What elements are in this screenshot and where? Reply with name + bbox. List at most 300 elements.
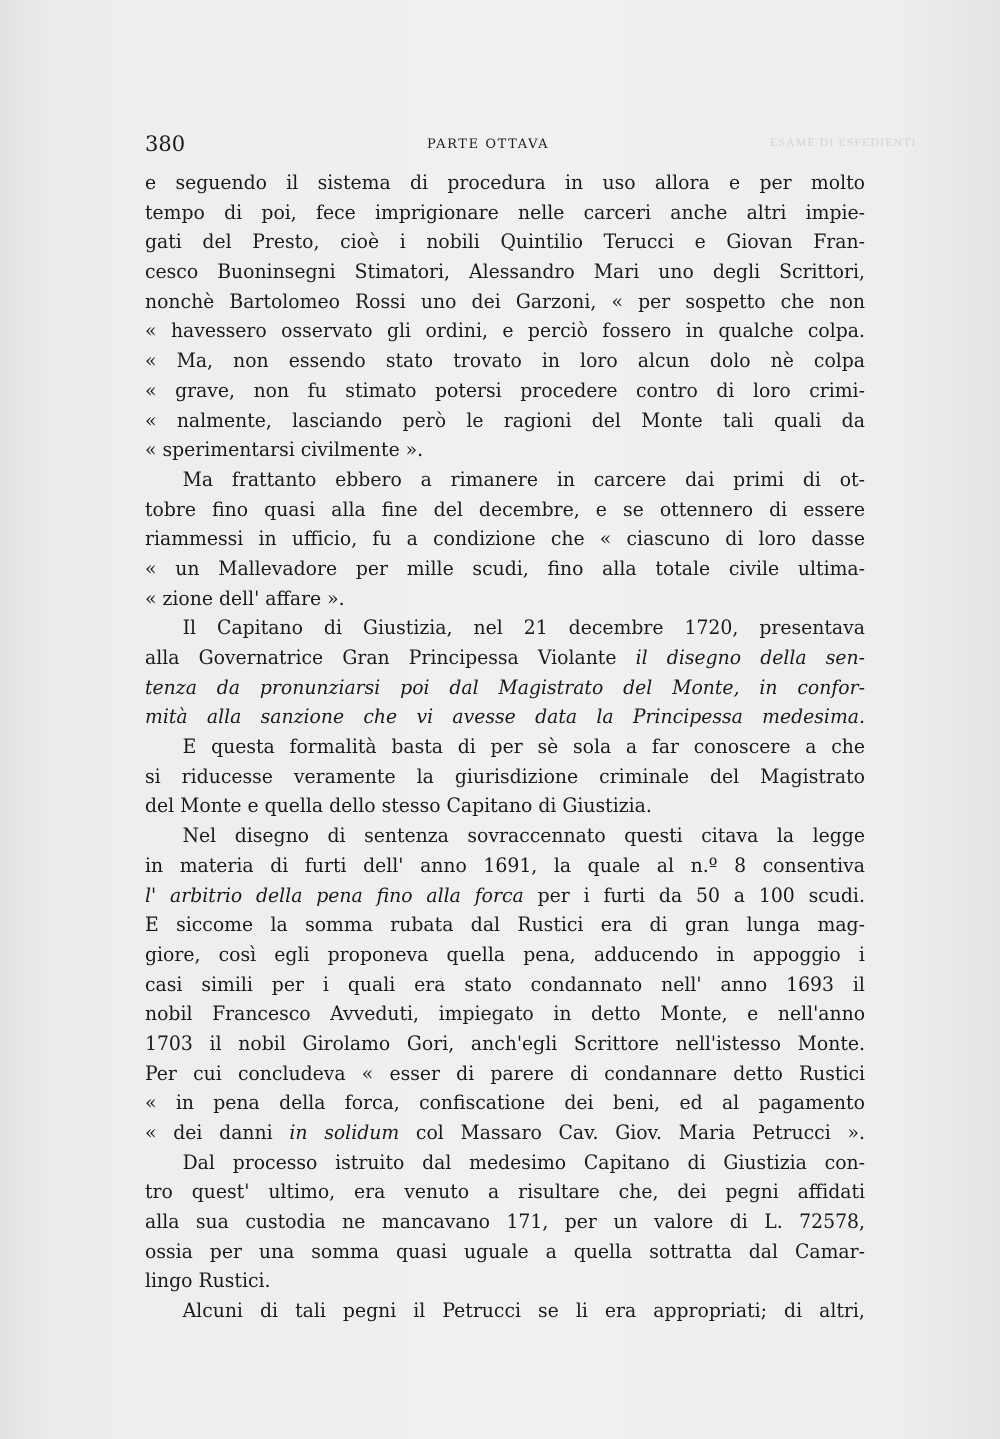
word: altri xyxy=(746,199,787,224)
page-number: 380 xyxy=(145,132,186,156)
word: appropriati; xyxy=(653,1298,768,1323)
word: del xyxy=(145,793,175,818)
word: cesco xyxy=(145,259,199,284)
word: dasse xyxy=(811,526,866,551)
word: nalmente, xyxy=(176,407,272,432)
word: colpa xyxy=(813,348,866,373)
word: medesima. xyxy=(762,704,865,729)
word: che xyxy=(550,526,585,551)
word: a xyxy=(625,734,638,759)
word: nelle xyxy=(517,199,565,224)
word: sospetto xyxy=(685,288,766,313)
text-line xyxy=(145,584,865,614)
word: « xyxy=(145,555,157,580)
word: valore xyxy=(654,1209,714,1234)
word: ragioni xyxy=(503,407,572,432)
word: somma xyxy=(311,1238,380,1263)
text-line xyxy=(145,198,865,228)
text-line xyxy=(145,881,865,911)
word: E xyxy=(145,912,159,937)
word: stato xyxy=(464,971,512,996)
word: grave, xyxy=(175,377,236,402)
word: Principessa xyxy=(632,704,743,729)
word: sovraccennato xyxy=(467,823,606,848)
text-line xyxy=(145,1207,865,1237)
word: tali xyxy=(722,407,754,432)
word: tobre xyxy=(145,496,197,521)
word: 1691, xyxy=(483,852,538,877)
word: Giustizia, xyxy=(362,615,453,640)
word: ufficio, xyxy=(291,526,358,551)
word: a xyxy=(733,882,746,907)
word: sottratta xyxy=(649,1238,732,1263)
word: alla xyxy=(145,645,180,669)
word: era xyxy=(600,912,633,937)
word: Ma xyxy=(182,466,214,491)
word: molto xyxy=(810,170,865,194)
word: della xyxy=(760,645,807,669)
word: simili xyxy=(201,971,253,996)
word: mancavano xyxy=(381,1209,491,1234)
word: che, xyxy=(618,1179,659,1204)
word: frattanto xyxy=(231,466,317,491)
word: « xyxy=(611,288,623,313)
word: fu xyxy=(372,526,392,551)
word: Gori, xyxy=(406,1030,455,1055)
word: Ma, xyxy=(176,348,214,373)
word: il xyxy=(852,971,865,996)
word: a xyxy=(545,1238,557,1263)
word: di xyxy=(327,823,346,848)
word: disegno xyxy=(666,645,742,669)
word: Buoninsegni xyxy=(217,259,336,284)
word: decembre xyxy=(568,615,664,640)
word: Il xyxy=(182,615,197,640)
word: forca xyxy=(474,882,524,907)
text-line xyxy=(145,316,865,346)
text-line xyxy=(145,168,865,198)
word: era xyxy=(604,1298,637,1323)
word: « xyxy=(145,1090,157,1115)
word: uno xyxy=(420,288,457,313)
word: a xyxy=(805,734,817,759)
text-line xyxy=(145,613,865,643)
word: essendo xyxy=(288,348,366,373)
word: ». xyxy=(405,437,424,462)
word: avesse xyxy=(452,704,516,729)
word: fossero xyxy=(602,318,672,343)
word: stesso xyxy=(381,793,441,818)
word: ot- xyxy=(839,466,865,491)
word: Nel xyxy=(182,823,217,848)
word: mille xyxy=(406,555,454,580)
word: ciascuno xyxy=(626,526,710,551)
text-line xyxy=(145,554,865,584)
word: « xyxy=(599,526,612,551)
word: seguendo xyxy=(175,170,267,194)
word: in xyxy=(685,318,704,343)
word: di xyxy=(784,1298,803,1323)
word: tempo xyxy=(145,199,205,224)
word: una xyxy=(258,1238,295,1263)
text-line xyxy=(145,702,865,732)
word: di xyxy=(716,377,735,402)
word: furti xyxy=(304,852,347,877)
word: di xyxy=(802,466,821,491)
word: 1693 xyxy=(786,971,834,996)
word: dei xyxy=(173,1120,203,1144)
word: quella xyxy=(264,793,324,818)
word: far xyxy=(651,734,680,759)
word: impie- xyxy=(805,199,866,224)
word: poi, xyxy=(261,199,297,224)
word: gli xyxy=(387,318,412,343)
word: Scrittore xyxy=(573,1030,659,1055)
word: data xyxy=(535,704,578,729)
word: rubata xyxy=(390,912,454,937)
text-line xyxy=(145,524,865,554)
word: il xyxy=(413,1298,426,1323)
word: tro xyxy=(145,1179,173,1204)
word: tenza xyxy=(145,674,197,699)
word: Giov. xyxy=(615,1120,662,1144)
text-line xyxy=(145,910,865,940)
word: fece xyxy=(316,199,356,224)
word: Giustizia xyxy=(723,1149,807,1174)
word: quella xyxy=(446,941,506,966)
word: uno xyxy=(658,259,694,284)
word: venuto xyxy=(404,1179,470,1204)
word: custodia xyxy=(245,1209,326,1234)
word: conoscere xyxy=(693,734,791,759)
word: formalità xyxy=(289,734,377,759)
word: per xyxy=(490,734,523,759)
text-line xyxy=(145,376,865,406)
word: appoggio xyxy=(752,941,841,966)
word: loro xyxy=(580,348,618,373)
word: Petrucci xyxy=(752,1120,831,1144)
word: pegni xyxy=(342,1298,397,1323)
word: nè xyxy=(770,348,794,373)
word: dell' xyxy=(218,585,260,610)
word: havessero xyxy=(170,318,267,343)
word: della xyxy=(279,1090,326,1115)
word: ultimo, xyxy=(268,1179,336,1204)
word: la xyxy=(553,852,572,877)
word: 72578, xyxy=(799,1209,865,1234)
word: citava xyxy=(701,823,759,848)
word: dal xyxy=(748,1238,779,1263)
word: 21 xyxy=(523,615,548,640)
word: al xyxy=(721,1090,740,1115)
word: condizione xyxy=(433,526,536,551)
word: e xyxy=(595,496,607,521)
text-line xyxy=(145,1118,865,1148)
word: « xyxy=(145,348,157,373)
word: che xyxy=(831,734,865,759)
word: proponeva xyxy=(327,941,429,966)
word: lingo xyxy=(145,1268,193,1293)
word: pena xyxy=(213,1090,260,1115)
word: e xyxy=(728,170,741,194)
word: « xyxy=(145,1120,157,1144)
word: veramente xyxy=(293,763,396,788)
word: tali xyxy=(295,1298,326,1323)
word: Gran xyxy=(342,645,390,669)
text-line xyxy=(145,1029,865,1059)
word: Mari xyxy=(593,259,640,284)
word: della xyxy=(256,882,303,907)
word: confiscatione xyxy=(419,1090,546,1115)
text-line xyxy=(145,465,865,495)
word: di xyxy=(769,496,788,521)
word: era xyxy=(414,971,446,996)
word: altri, xyxy=(819,1298,865,1323)
word: Mallevadore xyxy=(218,555,338,580)
word: consentiva xyxy=(762,852,865,877)
show-through-text: ESAME DI ESPEDIENTI xyxy=(770,135,917,149)
text-line xyxy=(145,1177,865,1207)
word: il xyxy=(286,170,299,194)
text-line xyxy=(145,732,865,762)
word: con- xyxy=(824,1149,865,1174)
word: solidum xyxy=(324,1120,400,1144)
word: gati xyxy=(145,229,182,254)
word: per xyxy=(355,555,388,580)
word: lasciando xyxy=(292,407,383,432)
word: stimato xyxy=(345,377,417,402)
word: ne xyxy=(342,1209,366,1234)
word: da xyxy=(658,882,683,907)
word: ordini, xyxy=(425,318,488,343)
word: Fran- xyxy=(813,229,865,254)
word: sanzione xyxy=(260,704,345,729)
word: e xyxy=(502,318,514,343)
word: somma xyxy=(305,912,373,937)
word: un xyxy=(175,555,200,580)
word: in xyxy=(716,941,735,966)
word: la xyxy=(416,763,434,788)
word: « xyxy=(361,1060,374,1085)
text-line xyxy=(145,1266,865,1296)
word: da xyxy=(216,674,241,699)
word: di xyxy=(649,912,668,937)
word: Avveduti, xyxy=(330,1001,420,1026)
word: nell'anno xyxy=(777,1001,866,1026)
word: fine xyxy=(381,496,418,521)
word: si xyxy=(145,763,161,788)
word: fino xyxy=(212,496,249,521)
word: sistema xyxy=(317,170,391,194)
word: ». xyxy=(327,585,345,610)
word: 1703 xyxy=(145,1030,193,1055)
word: in xyxy=(565,170,584,194)
word: di xyxy=(270,852,289,877)
word: Girolamo xyxy=(302,1030,391,1055)
text-line xyxy=(145,791,865,821)
word: Dal xyxy=(182,1149,215,1174)
word: a xyxy=(406,526,418,551)
word: dei xyxy=(564,1090,594,1115)
word: carceri xyxy=(583,199,651,224)
word: procedura xyxy=(447,170,546,194)
word: civilmente xyxy=(300,437,400,462)
word: uguale xyxy=(464,1238,529,1263)
word: mità xyxy=(145,704,188,729)
word: ottennero xyxy=(659,496,754,521)
word: ed xyxy=(679,1090,703,1115)
word: criminale xyxy=(599,763,689,788)
word: di xyxy=(323,615,342,640)
word: pronunziarsi xyxy=(259,674,381,699)
word: poi xyxy=(400,674,430,699)
word: n.º xyxy=(690,852,718,877)
word: 171, xyxy=(506,1209,549,1234)
word: l' xyxy=(145,882,157,907)
word: sentenza xyxy=(364,823,449,848)
word: loro xyxy=(758,526,797,551)
word: Quintilio xyxy=(500,229,583,254)
word: scudi, xyxy=(472,555,529,580)
text-line xyxy=(145,970,865,1000)
word: per xyxy=(271,971,304,996)
word: E xyxy=(182,734,197,759)
word: quali xyxy=(347,971,396,996)
word: per xyxy=(638,288,671,313)
word: totale xyxy=(655,555,711,580)
word: affidati xyxy=(797,1179,866,1204)
word: alla xyxy=(331,496,366,521)
word: quasi xyxy=(264,496,316,521)
word: al xyxy=(656,852,674,877)
text-line xyxy=(145,999,865,1029)
word: e xyxy=(145,170,157,194)
word: Capitano xyxy=(217,615,303,640)
word: Monte, xyxy=(660,1001,728,1026)
word: di xyxy=(457,734,476,759)
word: in xyxy=(145,852,164,877)
word: legge xyxy=(812,823,865,848)
word: questa xyxy=(211,734,275,759)
word: mag- xyxy=(817,912,865,937)
word: Presto, xyxy=(252,229,320,254)
text-line xyxy=(145,643,865,673)
word: « xyxy=(145,407,157,432)
word: scudi. xyxy=(808,882,865,907)
word: egli xyxy=(274,941,310,966)
word: Alcuni xyxy=(182,1298,243,1323)
word: disegno xyxy=(234,823,310,848)
word: basta xyxy=(391,734,444,759)
word: ». xyxy=(847,1120,865,1144)
word: il xyxy=(635,645,648,669)
word: sperimentarsi xyxy=(162,437,295,462)
word: carcere xyxy=(593,466,667,491)
word: la xyxy=(270,912,288,937)
word: del xyxy=(709,763,740,788)
word: dello xyxy=(329,793,376,818)
body-text xyxy=(145,168,865,1326)
word: Per xyxy=(145,1060,177,1085)
word: Capitano xyxy=(583,1149,670,1174)
word: « xyxy=(145,377,157,402)
word: dal xyxy=(449,674,479,699)
word: dei xyxy=(471,288,501,313)
word: istruito xyxy=(335,1149,405,1174)
word: e xyxy=(747,1001,759,1026)
word: per xyxy=(564,1209,597,1234)
text-line xyxy=(145,1148,865,1178)
word: di xyxy=(259,1298,279,1323)
word: anche xyxy=(670,199,728,224)
word: di xyxy=(224,199,243,224)
word: pagamento xyxy=(758,1090,865,1115)
word: detto xyxy=(733,1060,783,1085)
text-line xyxy=(145,673,865,703)
word: pegni xyxy=(725,1179,779,1204)
word: lunga xyxy=(746,912,801,937)
word: 8 xyxy=(734,852,747,877)
word: era xyxy=(354,1179,386,1204)
word: concludeva xyxy=(237,1060,346,1085)
word: non xyxy=(233,348,269,373)
word: anno xyxy=(420,852,467,877)
word: condannare xyxy=(604,1060,718,1085)
word: Garzoni, xyxy=(515,288,597,313)
word: in xyxy=(289,1120,308,1144)
word: alla xyxy=(426,882,461,907)
word: Francesco xyxy=(212,1001,311,1026)
word: Giustizia. xyxy=(562,793,652,818)
word: di xyxy=(729,1209,748,1234)
word: in xyxy=(541,348,560,373)
word: forca, xyxy=(344,1090,400,1115)
word: sen- xyxy=(825,645,865,669)
word: che xyxy=(780,288,815,313)
word: dai xyxy=(685,466,715,491)
word: beni, xyxy=(612,1090,661,1115)
word: i xyxy=(399,229,406,254)
word: Capitano xyxy=(446,793,533,818)
running-title: PARTE OTTAVA xyxy=(427,137,550,152)
word: fino xyxy=(376,882,413,907)
page-header xyxy=(145,132,865,158)
word: nobil xyxy=(145,1001,193,1026)
word: il xyxy=(209,1030,222,1055)
word: furti xyxy=(603,882,646,907)
word: Monte xyxy=(641,407,703,432)
word: Rustici xyxy=(799,1060,866,1085)
word: giurisdizione xyxy=(454,763,579,788)
word: zione xyxy=(162,585,213,610)
text-line xyxy=(145,762,865,792)
word: Monte, xyxy=(672,674,740,699)
word: contro xyxy=(636,377,698,402)
word: alcun xyxy=(637,348,690,373)
text-line xyxy=(145,495,865,525)
word: alla xyxy=(602,555,637,580)
word: del xyxy=(433,496,463,521)
word: alla xyxy=(206,704,242,729)
word: non xyxy=(829,288,866,313)
word: e xyxy=(247,793,259,818)
word: i xyxy=(858,941,865,966)
word: uso xyxy=(602,170,636,194)
word: nell'istesso xyxy=(675,1030,781,1055)
text-line xyxy=(145,406,865,436)
word: perciò xyxy=(527,318,588,343)
word: nobili xyxy=(426,229,480,254)
